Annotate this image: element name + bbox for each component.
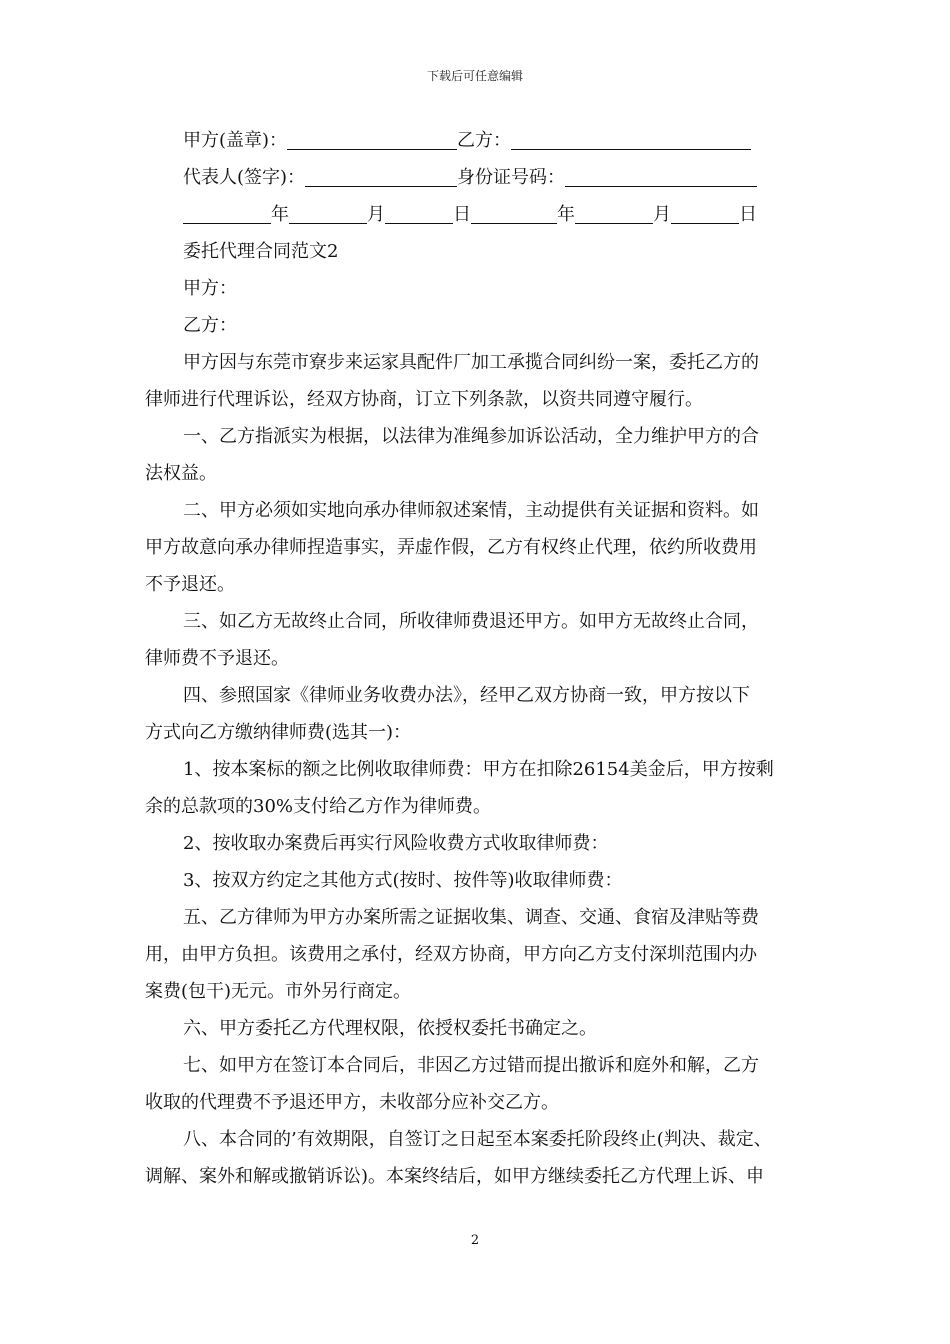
paragraph-line: 甲方故意向承办律师捏造事实，弄虚作假，乙方有权终止代理，依约所收费用: [145, 537, 757, 558]
date-blank: [183, 203, 271, 224]
paragraph-line: 收取的代理费不予退还甲方，未收部分应补交乙方。: [145, 1092, 559, 1113]
paragraph-line: 律师进行代理诉讼，经双方协商，订立下列条款，以资共同遵守履行。: [145, 389, 703, 410]
date-day-label: 日: [453, 204, 471, 225]
representative-label: 代表人(签字)：: [183, 167, 306, 188]
paragraph-line: 调解、案外和解或撤销诉讼)。本案终结后，如甲方继续委托乙方代理上诉、申: [145, 1166, 765, 1187]
date-day-label: 日: [739, 204, 757, 225]
date-year-label: 年: [271, 204, 289, 225]
document-body: [145, 122, 808, 1195]
date-blank: [289, 203, 367, 224]
party-a-label: 甲方：: [183, 278, 237, 299]
date-month-label: 月: [367, 204, 385, 225]
date-blank: [471, 203, 557, 224]
header-note: 下载后可任意编辑: [426, 69, 523, 83]
signature-line-parties: [145, 122, 808, 159]
page-number: 2: [470, 1233, 480, 1248]
paragraph-line: 八、本合同的’有效期限，自签订之日起至本案委托阶段终止(判决、裁定、: [183, 1129, 772, 1150]
section-title: 委托代理合同范文2: [183, 241, 339, 262]
paragraph-line: 四、参照国家《律师业务收费办法》，经甲乙双方协商一致，甲方按以下: [183, 685, 750, 706]
date-blank: [575, 203, 653, 224]
paragraph-line: 五、乙方律师为甲方办案所需之证据收集、调查、交通、食宿及津贴等费: [183, 907, 759, 928]
paragraph-line: 2、按收取办案费后再实行风险收费方式收取律师费：: [183, 833, 609, 854]
id-number-label: 身份证号码：: [457, 167, 566, 188]
party-a-seal-label: 甲方(盖章)：: [183, 130, 288, 151]
paragraph-line: 1、按本案标的额之比例收取律师费：甲方在扣除26154美金后，甲方按剩: [183, 759, 774, 780]
date-blank: [671, 203, 739, 224]
paragraph-line: 不予退还。: [145, 574, 235, 595]
paragraph-line: 七、如甲方在签订本合同后，非因乙方过错而提出撤诉和庭外和解，乙方: [183, 1055, 759, 1076]
paragraph-line: 三、如乙方无故终止合同，所收律师费退还甲方。如甲方无故终止合同，: [183, 611, 759, 632]
paragraph-line: 3、按双方约定之其他方式(按时、按件等)收取律师费：: [183, 870, 623, 891]
date-year-label: 年: [557, 204, 575, 225]
signature-line-dates: [145, 196, 808, 233]
date-blank: [385, 203, 453, 224]
paragraph-line: 案费(包干)无元。市外另行商定。: [145, 981, 412, 1002]
paragraph-line: 用，由甲方负担。该费用之承付，经双方协商，甲方向乙方支付深圳范围内办: [145, 944, 757, 965]
signature-line-representative: [145, 159, 808, 196]
paragraph-line: 法权益。: [145, 463, 217, 484]
paragraph-line: 二、甲方必须如实地向承办律师叙述案情，主动提供有关证据和资料。如: [183, 500, 759, 521]
party-b-sign-blank: [511, 129, 751, 150]
paragraph-line: 余的总款项的30%支付给乙方作为律师费。: [145, 796, 492, 817]
paragraph-line: 一、乙方指派实为根据，以法律为准绳参加诉讼活动，全力维护甲方的合: [183, 426, 759, 447]
paragraph-line: 六、甲方委托乙方代理权限，依授权委托书确定之。: [183, 1018, 597, 1039]
date-month-label: 月: [653, 204, 671, 225]
party-b-label: 乙方：: [183, 315, 237, 336]
party-b-sign-label: 乙方：: [457, 130, 512, 151]
id-number-blank: [565, 166, 757, 187]
paragraph-line: 甲方因与东莞市寮步来运家具配件厂加工承揽合同纠纷一案，委托乙方的: [183, 352, 759, 373]
representative-blank: [305, 166, 457, 187]
paragraph-line: 方式向乙方缴纳律师费(选其一)：: [145, 722, 412, 743]
party-a-seal-blank: [287, 129, 457, 150]
paragraph-line: 律师费不予退还。: [145, 648, 289, 669]
